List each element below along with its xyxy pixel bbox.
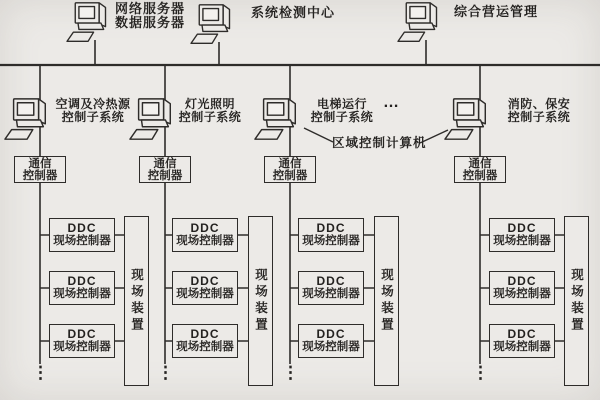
label-line: 控制器 (22, 169, 58, 182)
column-continuation-ellipsis: ⋮ (157, 363, 174, 382)
label-line: 现场控制器 (176, 235, 234, 247)
column-continuation-ellipsis: ⋮ (472, 363, 489, 382)
field-devices-label: 现场装置 (253, 268, 268, 334)
label-line: 现场控制器 (302, 235, 360, 247)
computer-icon (190, 3, 236, 47)
label-line: 通信 (278, 157, 302, 170)
label-line: 系统检测中心 (251, 5, 336, 20)
column-continuation-ellipsis: ⋮ (32, 363, 49, 382)
computer-icon (4, 95, 52, 145)
label-line: 控制子系统 (178, 110, 242, 124)
ddc-controller-box (172, 218, 238, 252)
label-line: DDC (67, 221, 97, 235)
label-line: 现场控制器 (493, 235, 551, 247)
field-devices-label: 现场装置 (129, 268, 144, 334)
label-line: DDC (316, 221, 346, 235)
comm-controller-box (139, 156, 191, 183)
label-line: 消防、保安 (507, 97, 571, 111)
label-line: 现场控制器 (493, 288, 551, 300)
label-line: DDC (190, 274, 220, 288)
field-devices-box (248, 216, 273, 386)
top-computer-label (251, 6, 335, 20)
comm-controller-box (14, 156, 66, 183)
field-devices-box (564, 216, 589, 386)
computer-icon (397, 1, 443, 45)
label-line: 通信 (468, 157, 492, 170)
ddc-controller-box (298, 324, 364, 358)
label-line: 综合营运管理 (454, 4, 539, 19)
subsystem-label (48, 98, 138, 124)
label-line: DDC (507, 221, 537, 235)
column-continuation-ellipsis: ⋮ (282, 363, 299, 382)
field-devices-box (374, 216, 399, 386)
label-line: DDC (507, 327, 537, 341)
top-computer-stems (95, 40, 426, 65)
label-line: 现场控制器 (493, 341, 551, 353)
label-line: 灯光照明 (184, 97, 235, 111)
label-line: 数据服务器 (115, 15, 186, 30)
label-line: DDC (507, 274, 537, 288)
computer-icon (444, 95, 492, 145)
subsystem-label (306, 98, 378, 124)
subsystem-label (172, 98, 248, 124)
label-line: DDC (67, 274, 97, 288)
ddc-controller-box (172, 324, 238, 358)
ddc-controller-box (489, 324, 555, 358)
label-line: 通信 (153, 157, 177, 170)
ddc-controller-box (49, 218, 115, 252)
top-computer-label (454, 5, 538, 19)
ddc-controller-box (49, 324, 115, 358)
comm-controller-box (264, 156, 316, 183)
label-line: 控制子系统 (310, 110, 374, 124)
label-line: DDC (316, 327, 346, 341)
computer-icon (66, 1, 112, 45)
field-devices-label: 现场装置 (569, 268, 584, 334)
computer-icon (254, 95, 302, 145)
label-line: DDC (190, 221, 220, 235)
comm-controller-box (454, 156, 506, 183)
ddc-controller-box (298, 218, 364, 252)
ddc-controller-box (172, 271, 238, 305)
label-line: 空调及冷热源 (55, 97, 131, 111)
label-line: DDC (67, 327, 97, 341)
ddc-controller-box (489, 271, 555, 305)
subsystem-label (498, 98, 580, 124)
label-line: 现场控制器 (302, 288, 360, 300)
field-devices-label: 现场装置 (379, 268, 394, 334)
label-line: 电梯运行 (316, 97, 367, 111)
label-line: 现场控制器 (176, 288, 234, 300)
label-line: 现场控制器 (302, 341, 360, 353)
more-subsystems-ellipsis: … (383, 94, 400, 111)
label-line: 控制子系统 (61, 110, 125, 124)
ddc-controller-box (298, 271, 364, 305)
label-line: 控制子系统 (507, 110, 571, 124)
top-computer-label (115, 2, 185, 30)
ddc-controller-box (49, 271, 115, 305)
area-control-computer-label: 区域控制计算机 (332, 136, 427, 150)
field-devices-box (124, 216, 149, 386)
label-line: 控制器 (272, 169, 308, 182)
label-line: 控制器 (147, 169, 183, 182)
label-line: 现场控制器 (53, 288, 111, 300)
label-line: 控制器 (462, 169, 498, 182)
ddc-controller-box (489, 218, 555, 252)
label-line: DDC (190, 327, 220, 341)
label-line: 网络服务器 (115, 1, 186, 16)
label-line: 现场控制器 (53, 341, 111, 353)
label-line: 现场控制器 (176, 341, 234, 353)
label-line: 现场控制器 (53, 235, 111, 247)
label-line: 通信 (28, 157, 52, 170)
label-line: DDC (316, 274, 346, 288)
